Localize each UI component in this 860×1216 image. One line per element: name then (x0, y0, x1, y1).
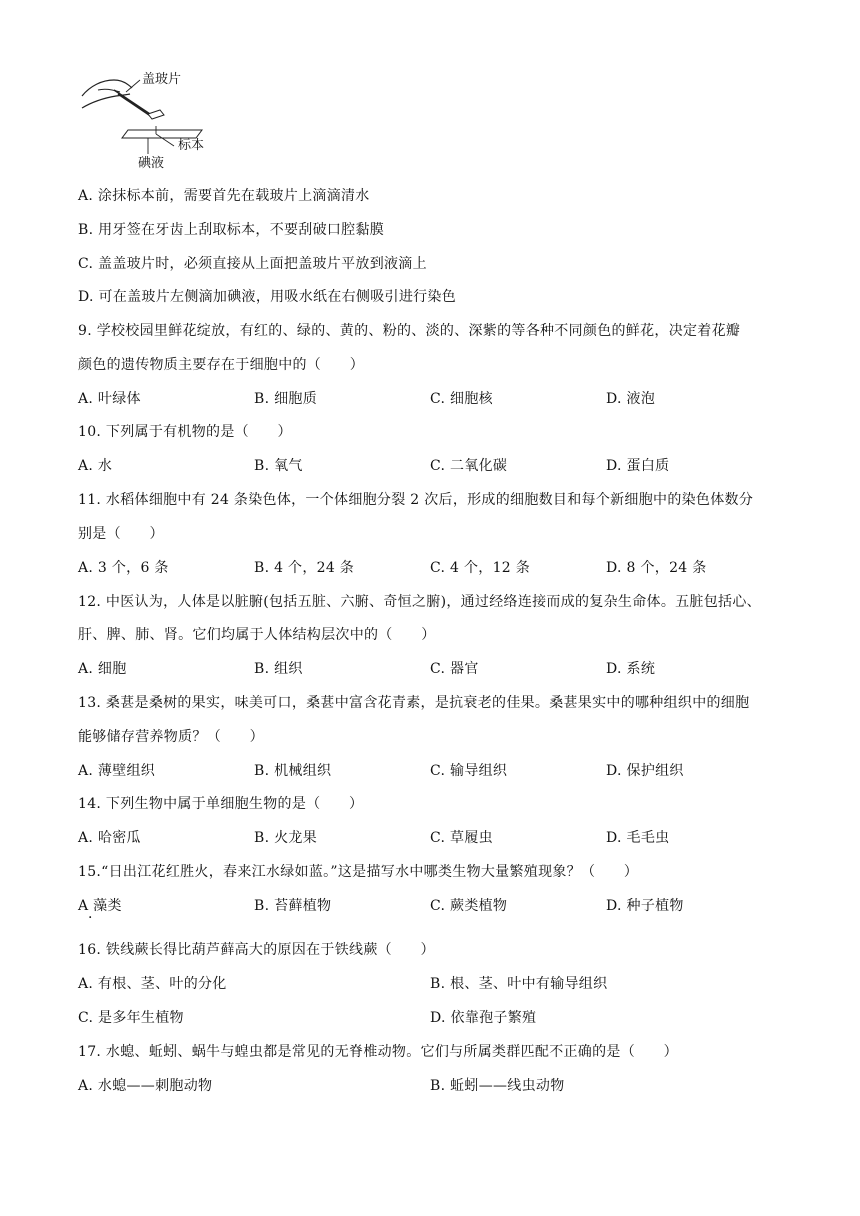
q12-stem-line2: 肝、脾、肺、肾。它们均属于人体结构层次中的（ ） (78, 627, 436, 643)
q12-stem-line1: 12. 中医认为，人体是以脏腑(包括五脏、六腑、奇恒之腑)，通过经络连接而成的复杂生命体。五脏包括心、 (78, 594, 761, 610)
q15-stem: 15.“日出江花红胜火，春来江水绿如蓝。”这是描写水中哪类生物大量繁殖现象？（ ） (78, 864, 639, 880)
q14-option-d: D. 毛毛虫 (606, 830, 670, 846)
label-sample: 标本 (178, 138, 205, 153)
q8-option-c: C. 盖盖玻片时，必须直接从上面把盖玻片平放到液滴上 (78, 256, 427, 272)
label-iodine: 碘液 (138, 156, 165, 171)
q10-option-c: C. 二氧化碳 (430, 458, 508, 474)
q11-option-d: D. 8 个，24 条 (606, 560, 707, 576)
q9-option-d: D. 液泡 (606, 391, 656, 407)
q14-stem: 14. 下列生物中属于单细胞生物的是（ ） (78, 796, 364, 812)
q12-option-d: D. 系统 (606, 661, 656, 677)
q9-option-b: B. 细胞质 (254, 391, 317, 407)
slide-preparation-figure (78, 68, 228, 172)
q16-option-c: C. 是多年生植物 (78, 1010, 184, 1026)
q14-option-c: C. 草履虫 (430, 830, 493, 846)
q8-option-a: A. 涂抹标本前，需要首先在载玻片上滴滴清水 (78, 188, 370, 204)
q13-option-b: B. 机械组织 (254, 763, 332, 779)
q17-option-b: B. 蚯蚓——线虫动物 (430, 1078, 565, 1094)
q16-option-a: A. 有根、茎、叶的分化 (78, 976, 227, 992)
q11-option-a: A. 3 个，6 条 (78, 560, 169, 576)
q9-stem-line2: 颜色的遗传物质主要存在于细胞中的（ ） (78, 357, 364, 373)
q10-option-d: D. 蛋白质 (606, 458, 670, 474)
q15-option-a: A 藻类 (78, 898, 122, 914)
q8-option-b: B. 用牙签在牙齿上刮取标本，不要刮破口腔黏膜 (78, 222, 385, 238)
q9-option-a: A. 叶绿体 (78, 391, 141, 407)
q16-stem: 16. 铁线蕨长得比葫芦藓高大的原因在于铁线蕨（ ） (78, 942, 435, 958)
stray-dot: · (88, 910, 93, 926)
q15-option-b: B. 苔藓植物 (254, 898, 332, 914)
q13-stem-line1: 13. 桑葚是桑树的果实，味美可口，桑葚中富含花青素，是抗衰老的佳果。桑葚果实中的哪种组织中的细胞 (78, 695, 750, 711)
q12-option-a: A. 细胞 (78, 661, 127, 677)
q9-stem-line1: 9. 学校校园里鲜花绽放，有红的、绿的、黄的、粉的、淡的、深紫的等各种不同颜色的鲜花，决定着花瓣 (78, 323, 741, 339)
q10-option-b: B. 氧气 (254, 458, 303, 474)
q15-option-c: C. 蕨类植物 (430, 898, 508, 914)
label-cover-slip: 盖玻片 (142, 72, 182, 87)
q13-option-d: D. 保护组织 (606, 763, 684, 779)
q11-option-c: C. 4 个，12 条 (430, 560, 531, 576)
q14-option-b: B. 火龙果 (254, 830, 317, 846)
q16-option-d: D. 依靠孢子繁殖 (430, 1010, 537, 1026)
q14-option-a: A. 哈密瓜 (78, 830, 141, 846)
q11-option-b: B. 4 个，24 条 (254, 560, 355, 576)
q12-option-c: C. 器官 (430, 661, 479, 677)
q10-stem: 10. 下列属于有机物的是（ ） (78, 424, 292, 440)
q8-option-d: D. 可在盖玻片左侧滴加碘液，用吸水纸在右侧吸引进行染色 (78, 289, 457, 305)
q9-option-c: C. 细胞核 (430, 391, 493, 407)
q15-option-d: D. 种子植物 (606, 898, 684, 914)
q16-option-b: B. 根、茎、叶中有输导组织 (430, 976, 608, 992)
q17-stem: 17. 水螅、蚯蚓、蜗牛与蝗虫都是常见的无脊椎动物。它们与所属类群匹配不正确的是（ ） (78, 1044, 678, 1060)
q13-stem-line2: 能够储存营养物质？（ ） (78, 729, 264, 745)
q13-option-c: C. 输导组织 (430, 763, 508, 779)
q12-option-b: B. 组织 (254, 661, 303, 677)
q11-stem-line2: 别是（ ） (78, 526, 164, 542)
q13-option-a: A. 薄壁组织 (78, 763, 156, 779)
q17-option-a: A. 水螅——刺胞动物 (78, 1078, 213, 1094)
q11-stem-line1: 11. 水稻体细胞中有 24 条染色体，一个体细胞分裂 2 次后，形成的细胞数目和每个新细胞中的染色体数分 (78, 492, 754, 508)
q10-option-a: A. 水 (78, 458, 113, 474)
